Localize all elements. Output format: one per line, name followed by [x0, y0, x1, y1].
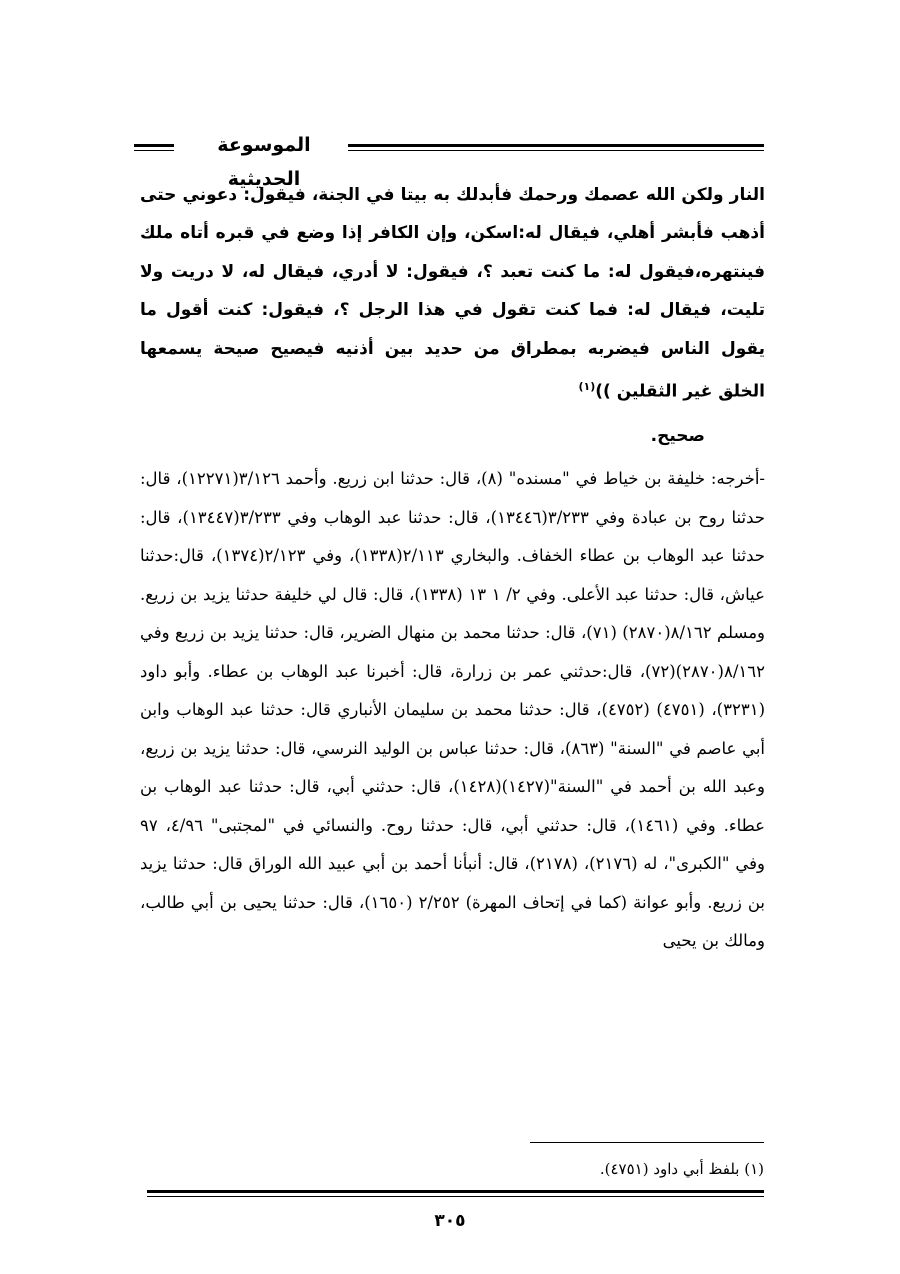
footnote-separator — [530, 1142, 764, 1143]
header-rule-left — [134, 144, 174, 151]
footer-rule — [147, 1190, 764, 1197]
footnote: (١) بلفظ أبي داود (٤٧٥١). — [599, 1160, 764, 1178]
header-title: الموسوعة الحديثية — [217, 134, 311, 190]
hadith-text — [140, 176, 765, 411]
takhrij-paragraph: -أخرجه: خليفة بن خياط في "مسنده" (٨)، قال: حدثنا ابن زريع. وأحمد ٣/١٢٦(١٢٢٧١)، قال: حدثنا روح بن عبادة وفي ٣/٢٣٣(١٣٤٤٦)، قال: حدثنا عبد الوهاب وفي ٣/٢٣٣(١٣٤٤٧)، قال: حدثنا عبد الوهاب بن عطاء الخفاف. والبخاري ٢/١١٣(١٣٣٨)، وفي ٢/١٢٣(١٣٧٤)، قال:حدثنا عياش، قال: حدثنا عبد الأعلى. وفي ٢/ ١ ١٣ (١٣٣٨)، قال: قال لي خليفة حدثنا يزيد بن زريع. ومسلم ٨/١٦٢(٢٨٧٠) (٧١)، قال: حدثنا محمد بن منهال الضرير، قال: حدثنا يزيد بن زريع وفي ٨/١٦٢(٢٨٧٠)(٧٢)، قال:حدثني عمر بن زرارة، قال: أخبرنا عبد الوهاب بن عطاء. وأبو داود (٣٢٣١)، (٤٧٥١) (٤٧٥٢)، قال: حدثنا محمد بن سليمان الأنباري قال: حدثنا عبد الوهاب وابن أبي عاصم في "السنة" (٨٦٣)، قال: حدثنا عباس بن الوليد النرسي، قال: حدثنا يزيد بن زريع، وعبد الله بن أحمد في "السنة"(١٤٢٧)(١٤٢٨)، قال: حدثني أبي، قال: حدثنا عبد الوهاب بن عطاء. وفي (١٤٦١)، قال: حدثني أبي، قال: حدثنا روح. والنسائي في "لمجتبى" ٤/٩٦، ٩٧ وفي "الكبرى"، له (٢١٧٦)، (٢١٧٨)، قال: أنبأنا أحمد بن أبي عبيد الله الوراق قال: حدثنا يزيد بن زريع. وأبو عوانة (كما في إتحاف المهرة) ٢/٢٥٢ (١٦٥٠)، قال: حدثنا يحيى بن أبي طالب، ومالك بن يحيى — [140, 469, 766, 950]
hadith-body: النار ولكن الله عصمك ورحمك فأبدلك به بيتا في الجنة، فيقول: دعوني حتى أذهب فأبشر أهلي، فيقال له:اسكن، وإن الكافر إذا وضع في قبره أتاه ملك فينتهره،فيقول له: ما كنت تعبد ؟، فيقول: لا أدري، فيقال له، لا دريت ولا تليت، فيقال له: فما كنت تقول في هذا الرجل ؟، فيقول: كنت أقول ما يقول الناس فيضربه بمطراق من حديد بين أذنيه فيصيح صيحة يسمعها الخلق غير الثقلين )) — [140, 185, 765, 402]
footnote-reference: (١) — [578, 380, 596, 394]
hadith-grade: صحيح. — [650, 426, 705, 446]
header-rule-right — [348, 144, 764, 151]
page-number: ٣٠٥ — [434, 1211, 466, 1231]
running-header — [134, 128, 764, 190]
